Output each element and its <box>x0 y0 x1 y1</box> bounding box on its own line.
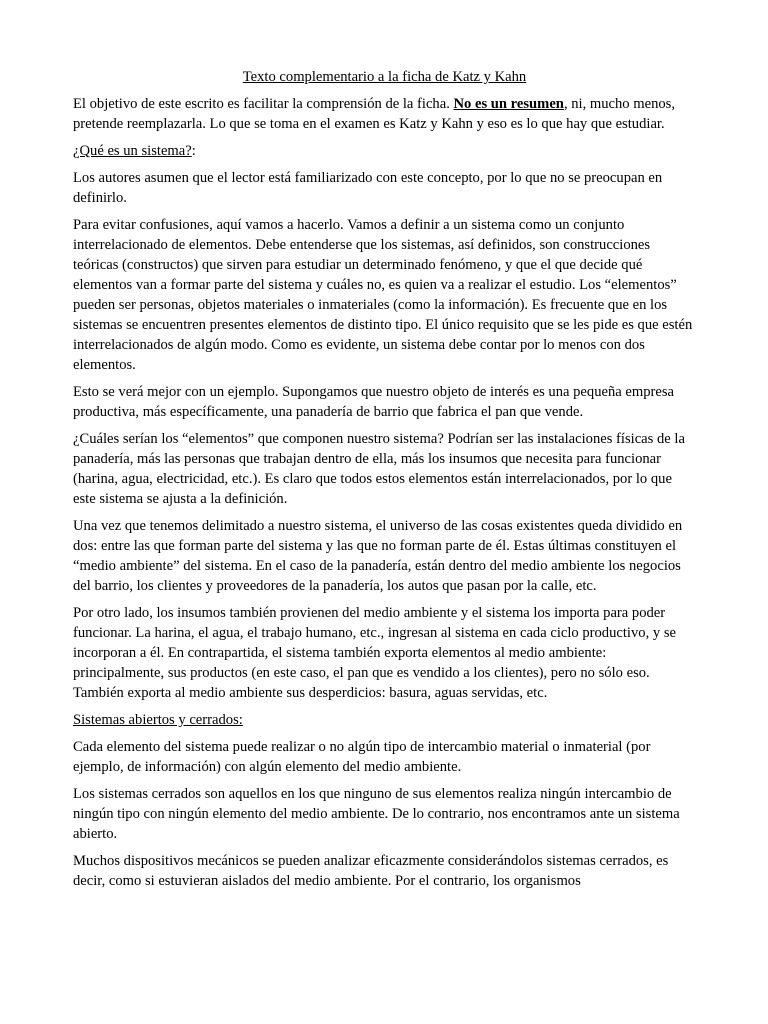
intro-text-1: El objetivo de este escrito es facilitar la comprensión de la ficha. <box>73 96 454 112</box>
section-heading-sistema <box>73 141 696 161</box>
section-heading-suffix: : <box>191 143 196 159</box>
section-heading-abiertos-cerrados <box>73 710 696 730</box>
document-title: Texto complementario a la ficha de Katz y Kahn <box>242 69 527 85</box>
body-paragraph: Los sistemas cerrados son aquellos en los que ninguno de sus elementos realiza ningún intercambio de ningún tipo con ningún elemento del medio ambiente. De lo contrario, nos encontramos ante un sistema abierto. <box>73 786 680 842</box>
body-paragraph: Una vez que tenemos delimitado a nuestro sistema, el universo de las cosas existentes queda dividido en dos: entre las que forman parte del sistema y las que no forman parte de él. Estas últimas constituyen el “medio ambiente” del sistema. En el caso de la panadería, están dentro del medio ambiente los negocios del barrio, los clientes y proveedores de la panadería, los autos que pasan por la calle, etc. <box>73 518 683 594</box>
intro-text-2: , ni, mucho menos, pretende reemplazarla. Lo que se toma en el examen es Katz y Kahn y eso es lo que hay que estudiar. <box>73 96 676 132</box>
body-paragraph: Esto se verá mejor con un ejemplo. Supongamos que nuestro objeto de interés es una pequeña empresa productiva, más específicamente, una panadería de barrio que fabrica el pan que vende. <box>73 384 675 420</box>
section-heading-text: ¿Qué es un sistema? <box>73 143 192 159</box>
body-paragraph: ¿Cuáles serían los “elementos” que componen nuestro sistema? Podrían ser las instalaciones físicas de la panadería, más las personas que trabajan dentro de ella, más los insumos que necesita para funcionar (harina, agua, electricidad, etc.). Es claro que todos estos elementos están interrelacionados, por lo que este sistema se ajusta a la definición. <box>73 431 685 507</box>
section-heading-text: Sistemas abiertos y cerrados: <box>73 712 243 728</box>
body-paragraph: Por otro lado, los insumos también provienen del medio ambiente y el sistema los importa para poder funcionar. La harina, el agua, el trabajo humano, etc., ingresan al sistema en cada ciclo productivo, y se incorporan a él. En contrapartida, el sistema también exporta elementos al medio ambiente: principalmente, sus productos (en este caso, el pan que es vendido a los clientes), pero no sólo eso. También exporta al medio ambiente sus desperdicios: basura, aguas servidas, etc. <box>73 605 676 701</box>
body-paragraph: Cada elemento del sistema puede realizar o no algún tipo de intercambio material o inmaterial (por ejemplo, de información) con algún elemento del medio ambiente. <box>73 739 651 775</box>
intro-emphasis: No es un resumen <box>453 96 564 112</box>
body-paragraph: Muchos dispositivos mecánicos se pueden analizar eficazmente considerándolos sistemas cerrados, es decir, como si estuvieran aislados del medio ambiente. Por el contrario, los organismos <box>73 853 669 889</box>
body-paragraph: Los autores asumen que el lector está familiarizado con este concepto, por lo que no se preocupan en definirlo. <box>73 170 663 206</box>
body-paragraph: Para evitar confusiones, aquí vamos a hacerlo. Vamos a definir a un sistema como un conjunto interrelacionado de elementos. Debe entenderse que los sistemas, así definidos, son construcciones teóricas (constructos) que sirven para estudiar un determinado fenómeno, y que el que decide qué elementos van a formar parte del sistema y cuáles no, es quien va a realizar el estudio. Los “elementos” pueden ser personas, objetos materiales o inmateriales (como la información). Es frecuente que en los sistemas se encuentren presentes elementos de distinto tipo. El único requisito que se les pide es que estén interrelacionados de algún modo. Como es evidente, un sistema debe contar por lo menos con dos elementos. <box>73 217 693 373</box>
intro-paragraph <box>73 94 696 134</box>
